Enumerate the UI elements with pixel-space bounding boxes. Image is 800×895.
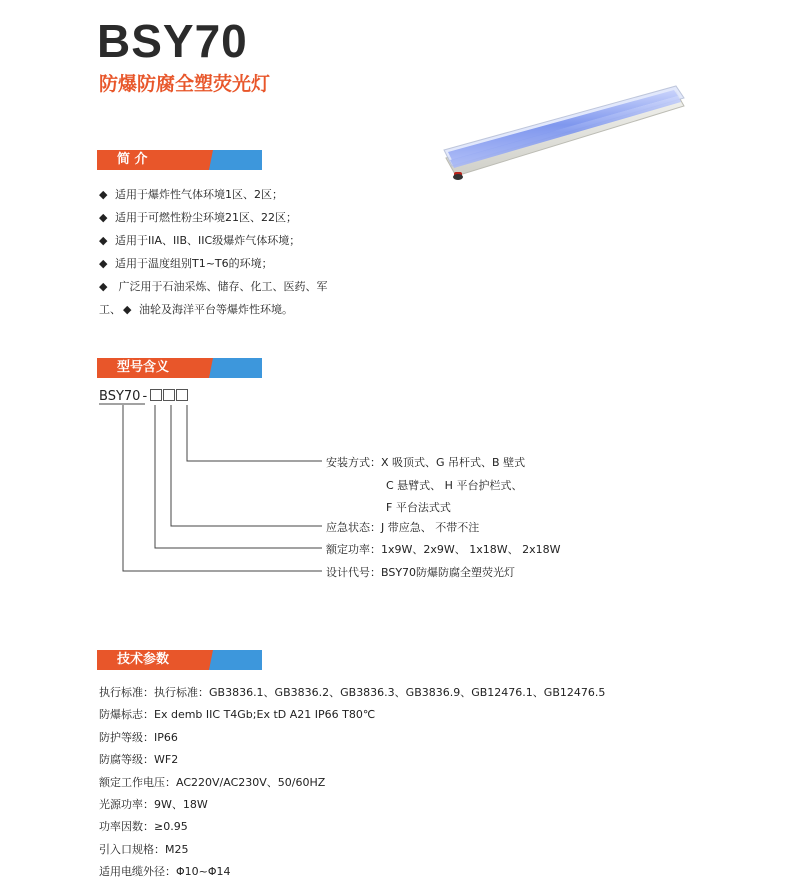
model-label-install-cont: F 平台法式式 (386, 501, 451, 514)
model-label-emergency: 应急状态：J 带应急、 不带不注 (326, 521, 480, 534)
diamond-bullet-icon: ◆ (99, 188, 108, 201)
param-row: 适用电缆外径：Φ10~Φ14 (99, 865, 231, 879)
param-row: 引入口规格：M25 (99, 842, 189, 856)
param-row: 额定工作电压：AC220V/AC230V、50/60HZ (99, 775, 326, 789)
param-row: 功率因数：≥0.95 (99, 820, 188, 834)
model-label-install-cont: C 悬臂式、 H 平台护栏式、 (386, 479, 523, 492)
tech-params-list (99, 684, 605, 886)
list-item: ◆ 适用于可燃性粉尘环境21区、22区； (99, 206, 328, 229)
diamond-bullet-icon: ◆ (123, 303, 132, 316)
list-item: ◆ 适用于温度组别T1~T6的环境； (99, 252, 328, 275)
list-item: ◆ 适用于IIA、IIB、IIC级爆炸气体环境； (99, 229, 328, 252)
param-row: 光源功率：9W、18W (99, 797, 208, 811)
section-title-model: 型号含义 (97, 358, 209, 378)
product-subtitle: 防爆防腐全塑荧光灯 (99, 73, 271, 95)
model-label-install: 安装方式：X 吸顶式、G 吊杆式、B 壁式 (326, 456, 526, 469)
param-row: 防护等级：IP66 (99, 730, 178, 744)
param-row: 执行标准：执行标准：GB3836.1、GB3836.2、GB3836.3、GB3836.9、GB12476.1、GB12476.5 (99, 686, 606, 699)
section-title-tech: 技术参数 (97, 650, 209, 670)
diamond-bullet-icon: ◆ (99, 257, 108, 270)
section-header-accent (213, 650, 262, 670)
diamond-bullet-icon: ◆ (99, 211, 108, 224)
list-item: ◆ 广泛用于石油采炼、储存、化工、医药、军 (99, 275, 328, 298)
model-label-power: 额定功率：1x9W、2x9W、 1x18W、 2x18W (326, 543, 561, 556)
model-code-dash: - (142, 389, 148, 404)
param-row: 防爆标志：Ex demb IIC T4Gb;Ex tD A21 IP66 T80℃ (99, 708, 376, 722)
param-row: 防腐等级：WF2 (99, 753, 179, 767)
list-item: ◆ 适用于爆炸性气体环境1区、2区； (99, 183, 328, 206)
product-title: BSY70 (97, 15, 248, 67)
section-title-intro: 简 介 (97, 150, 209, 170)
section-header-tech (97, 650, 262, 670)
diamond-bullet-icon: ◆ (99, 280, 108, 293)
list-item: 工、 ◆ 油轮及海洋平台等爆炸性环境。 (99, 298, 328, 321)
model-code-prefix: BSY70 (99, 389, 141, 404)
model-label-design: 设计代号：BSY70防爆防腐全塑荧光灯 (326, 566, 516, 579)
diamond-bullet-icon: ◆ (99, 234, 108, 247)
